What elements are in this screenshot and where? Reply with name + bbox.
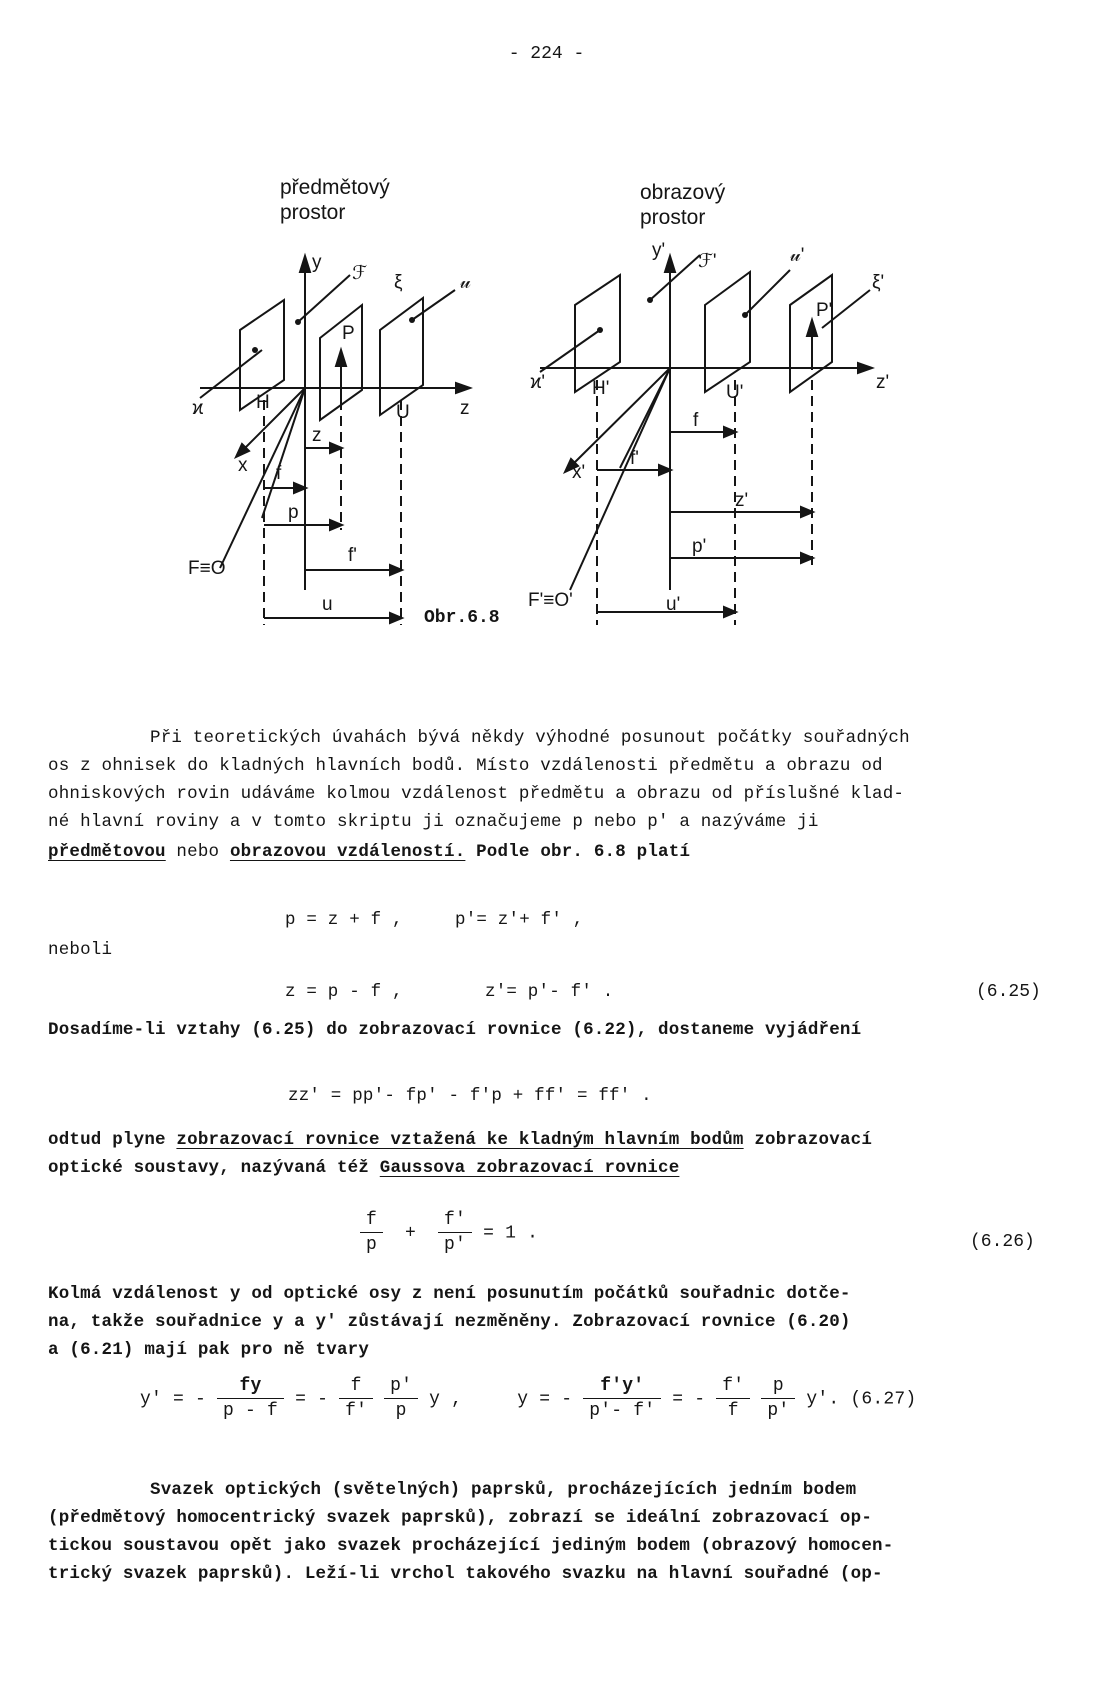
right-x-axis-label: x' <box>572 462 586 483</box>
left-H-label: H <box>256 392 270 413</box>
equation-1-left: p = z + f , <box>285 910 403 930</box>
left-y-label: y <box>312 252 322 273</box>
right-xi-label: ξ' <box>872 272 885 293</box>
paragraph-4-line-1: Kolmá vzdálenost y od optické osy z není posunutím počátků souřadnic dotče- <box>48 1284 851 1304</box>
right-F-label: F'≡O' <box>528 590 573 611</box>
equation-gauss: $\frac{f}{p}$ + $\frac{f'}{p'}$ = 1 . <box>360 1210 538 1255</box>
paragraph-5-line-1: Svazek optických (světelných) paprsků, procházejících jedním bodem <box>150 1480 857 1500</box>
right-H-label: H' <box>592 378 610 399</box>
paragraph-1-line-5: předmětovou nebo obrazovou vzdáleností. Podle obr. 6.8 platí <box>48 842 691 862</box>
equation-1-right: p′= z′+ f′ , <box>455 910 584 930</box>
image-space-label: obrazový prostor <box>640 181 726 229</box>
right-plane-U <box>705 272 750 392</box>
right-plane-H <box>575 275 620 392</box>
fraction-f-over-p: $\frac{f}{p}$ <box>360 1210 383 1255</box>
right-x-axis <box>567 368 670 470</box>
paragraph-1-line-3: ohniskových rovin udáváme kolmou vzdálenost předmětu a obrazu od příslušné klad- <box>48 784 905 804</box>
left-z-axis-label: z <box>460 398 470 419</box>
paragraph-2: Dosadíme-li vztahy (6.25) do zobrazovací rovnice (6.22), dostaneme vyjádření <box>48 1020 862 1040</box>
page-number: - 224 - <box>508 44 585 64</box>
object-space-label: předmětový prostor <box>280 176 390 224</box>
right-P-label: P' <box>816 300 833 321</box>
term-principal-points-equation: zobrazovací rovnice vztažená ke kladným hlavním bodům <box>176 1130 744 1150</box>
left-chi-label: ϰ <box>192 398 204 419</box>
paragraph-3-line-2: optické soustavy, nazývaná též Gaussova zobrazovací rovnice <box>48 1158 680 1178</box>
right-U-label: U' <box>726 382 744 403</box>
right-z-dim: z' <box>735 490 749 511</box>
left-u-dim: u <box>322 594 333 615</box>
paragraph-1-line-1: Při teoretických úvahách bývá někdy výhodné posunout počátky souřadných <box>150 728 910 748</box>
right-y-label: y' <box>652 240 666 261</box>
right-chi-label: ϰ' <box>530 372 546 393</box>
equation-2-left: z = p - f , <box>285 982 403 1002</box>
left-p-dim: p <box>288 502 299 523</box>
left-F-label: F≡O <box>188 558 226 579</box>
paragraph-1-line-2: os z ohnisek do kladných hlavních bodů. Místo vzdálenosti předmětu a obrazu od <box>48 756 883 776</box>
equation-6-26-number: (6.26) <box>970 1232 1035 1252</box>
right-z-axis-label: z' <box>876 372 890 393</box>
right-u-dim: u' <box>666 594 681 615</box>
paragraph-4-line-3: a (6.21) mají pak pro ně tvary <box>48 1340 370 1360</box>
neboli-word: neboli <box>48 940 113 960</box>
optical-diagram <box>0 0 1093 660</box>
right-f-dim: f <box>693 410 699 431</box>
paragraph-1-line-4: né hlavní roviny a v tomto skriptu ji označujeme p nebo p′ a nazýváme ji <box>48 812 819 832</box>
term-object-distance: předmětovou <box>48 842 166 862</box>
right-phi-label: ℱ' <box>698 251 717 272</box>
left-x-axis-label: x <box>238 455 248 476</box>
left-u-script-label: 𝓊 <box>460 272 471 293</box>
left-f-dim: f <box>276 463 282 484</box>
paragraph-5-line-4: trický svazek paprsků). Leží-li vrchol takového svazku na hlavní souřadné (op- <box>48 1564 883 1584</box>
paragraph-5-line-2: (předmětový homocentrický svazek paprsků), zobrazí se ideální zobrazovací op- <box>48 1508 873 1528</box>
left-plane-U <box>380 298 423 415</box>
term-image-distance: obrazovou vzdáleností. <box>229 842 466 862</box>
right-p-dim: p' <box>692 536 707 557</box>
right-u-script-label: 𝓊' <box>790 245 805 266</box>
paragraph-5-line-3: tickou soustavou opět jako svazek procházející jediným bodem (obrazový homocen- <box>48 1536 894 1556</box>
equation-6-27: y′ = - $\frac{fy}{p - f}$ = - $\frac{f}{f'}$ $\frac{p'}{p}$ y , y = - $\frac{f'y'}{p'- f'}$ = - $\frac{f'}{f}$ $\frac{p}{p'}$ y′. (6.27) <box>140 1376 917 1421</box>
equation-3: zz′ = pp′- fp′ - f′p + ff′ = ff′ . <box>288 1086 652 1106</box>
fraction-f-prime-over-p-prime: $\frac{f'}{p'}$ <box>438 1210 472 1255</box>
equation-6-27-number: (6.27) <box>850 1389 917 1410</box>
left-z-dim: z <box>312 425 322 446</box>
left-f-prime-dim: f' <box>348 545 357 566</box>
paragraph-3-line-1: odtud plyne zobrazovací rovnice vztažená ke kladným hlavním bodům zobrazovací <box>48 1130 873 1150</box>
paragraph-4-line-2: na, takže souřadnice y a y′ zůstávají nezměněny. Zobrazovací rovnice (6.20) <box>48 1312 851 1332</box>
left-phi-label: ℱ <box>352 263 367 284</box>
term-gauss-equation: Gaussova zobrazovací rovnice <box>379 1158 680 1178</box>
left-P-label: P <box>342 323 355 344</box>
left-xi-label: ξ <box>394 272 403 293</box>
left-U-label: U <box>396 402 410 423</box>
equation-2-right: z′= p′- f′ . <box>485 982 614 1002</box>
figure-caption: Obr.6.8 <box>424 608 500 628</box>
right-f-prime-dim: f' <box>630 448 639 469</box>
equation-6-25-number: (6.25) <box>976 982 1041 1002</box>
